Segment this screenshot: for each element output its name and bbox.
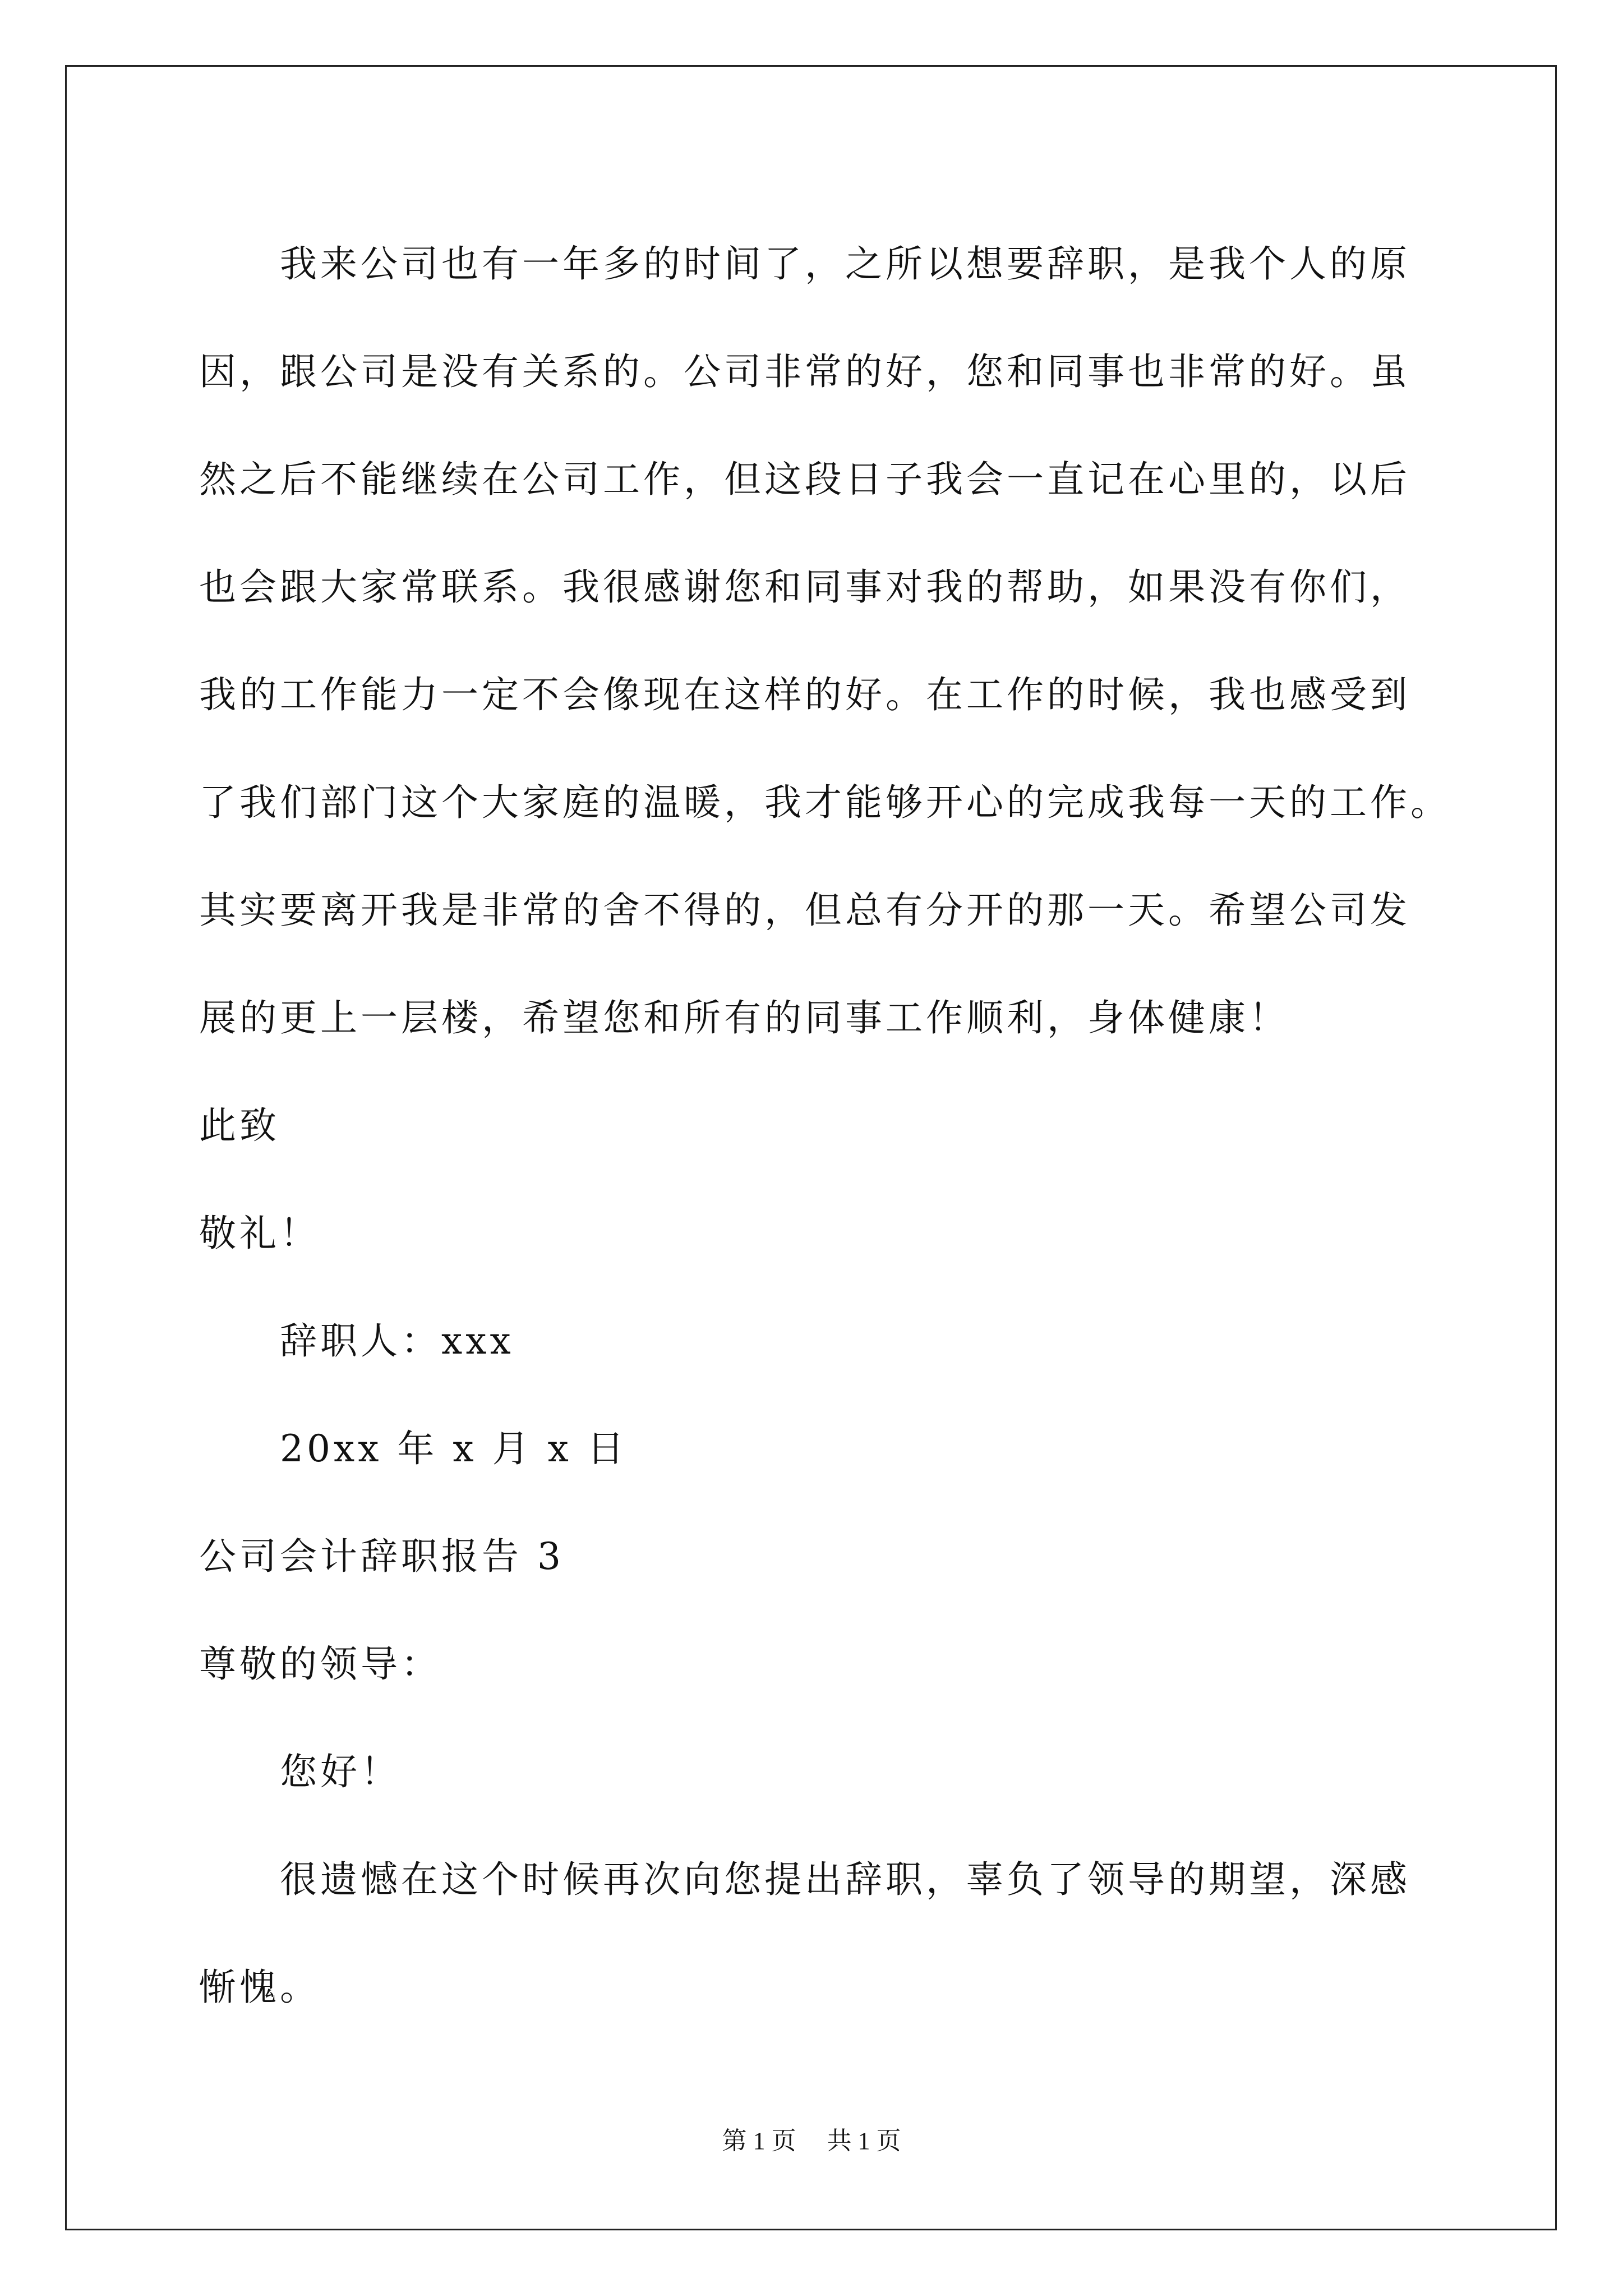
body-line: 因，跟公司是没有关系的。公司非常的好，您和同事也非常的好。虽: [199, 350, 1410, 393]
body-line: 了我们部门这个大家庭的温暖，我才能够开心的完成我每一天的工作。: [199, 781, 1451, 824]
salutation-line: 尊敬的领导：: [199, 1642, 441, 1686]
date-line: 20xx 年 x 月 x 日: [280, 1427, 628, 1470]
signer-line: 辞职人：xxx: [280, 1319, 514, 1363]
body-line: 很遗憾在这个时候再次向您提出辞职，辜负了领导的期望，深感: [280, 1858, 1410, 1901]
document-body: [199, 210, 1450, 2041]
section-paragraph: [199, 1826, 1450, 2041]
greeting-line: 您好！: [280, 1750, 401, 1793]
body-line: 也会跟大家常联系。我很感谢您和同事对我的帮助，如果没有你们，: [199, 565, 1410, 609]
section-title: 公司会计辞职报告 3: [199, 1535, 564, 1578]
page-number: 第 1 页: [722, 2127, 796, 2155]
page-footer: [0, 2120, 1623, 2156]
body-line: 惭愧。: [199, 1966, 320, 2009]
body-line: 展的更上一层楼，希望您和所有的同事工作顺利，身体健康！: [199, 996, 1289, 1039]
closing-line: 此致: [199, 1104, 280, 1147]
body-line: 我的工作能力一定不会像现在这样的好。在工作的时候，我也感受到: [199, 673, 1410, 716]
body-line: 其实要离开我是非常的舍不得的，但总有分开的那一天。希望公司发: [199, 889, 1410, 932]
body-line: 我来公司也有一年多的时间了，之所以想要辞职，是我个人的原: [280, 242, 1410, 286]
closing-salute: 敬礼！: [199, 1212, 320, 1255]
body-line: 然之后不能继续在公司工作，但这段日子我会一直记在心里的，以后: [199, 458, 1410, 501]
page-total: 共 1 页: [827, 2127, 901, 2155]
letter-paragraph: [199, 210, 1450, 1072]
